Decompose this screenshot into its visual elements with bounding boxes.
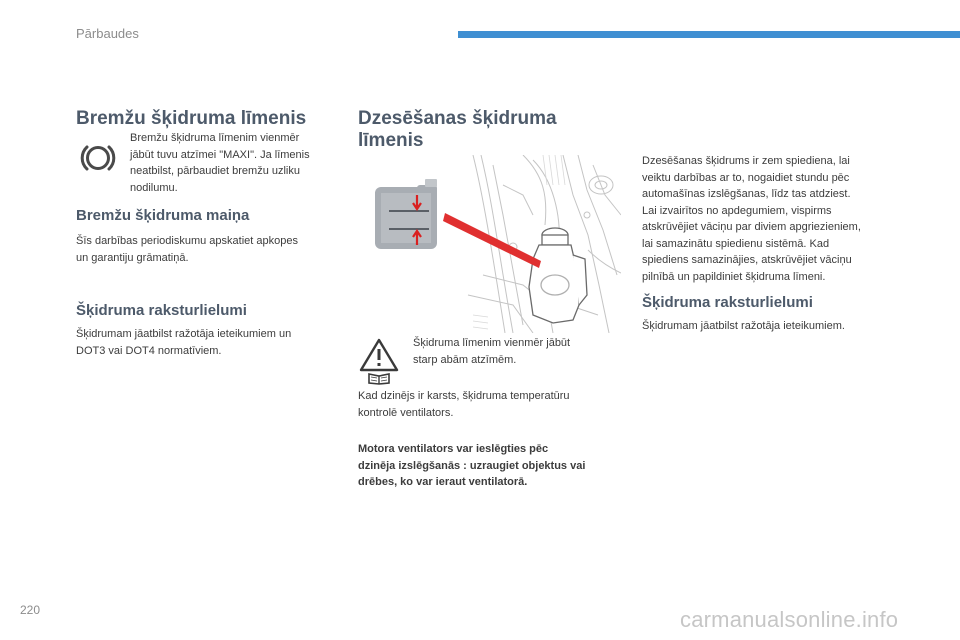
text-line: Lai izvairītos no apdegumiem, vispirms (642, 204, 832, 217)
coolant-pressure-text (642, 153, 861, 285)
text-line: dzinēja izslēgšanās : uzraugiet objektus vai (358, 459, 586, 472)
text-line: Dzesēšanas šķidrums ir zem spiediena, lai (642, 155, 850, 167)
coolant-level-heading (358, 108, 557, 152)
text-line: nodilumu. (130, 181, 178, 194)
text-line: neatbilst, pārbaudiet bremžu uzliku (130, 165, 300, 177)
brake-fluid-level-text (130, 130, 310, 196)
warning-manual-icon (358, 337, 400, 385)
coolant-note-text (413, 335, 570, 368)
text-line: pilnībā un papildiniet šķidruma līmeni. (642, 270, 826, 283)
section-title: Pārbaudes (76, 26, 139, 41)
brake-fluid-level-heading: Bremžu šķidruma līmenis (76, 108, 307, 129)
coolant-reservoir-illustration (373, 155, 621, 333)
page-number: 220 (20, 603, 41, 617)
coolant-fan-text (358, 388, 570, 421)
text-line: lai samazinātu spiedienu sistēmā. Kad (642, 237, 830, 250)
text-line: un garantiju grāmatiņā. (76, 251, 189, 264)
text-line: kontrolē ventilators. (358, 406, 454, 419)
text-line: Šķidrumam jāatbilst ražotāja ieteikumiem un (76, 328, 292, 340)
text-line: Šķidrumam jāatbilst ražotāja ieteikumiem. (642, 320, 845, 332)
fan-warning-text (358, 441, 585, 491)
text-line: DOT3 vai DOT4 normatīviem. (76, 344, 222, 357)
text-line: Kad dzinējs ir karsts, šķidruma temperatūru (358, 390, 570, 402)
brake-fluid-spec-heading: Šķidruma raksturlielumi (76, 302, 247, 319)
text-line: spiediens samazinājies, atskrūvējiet vāciņu (642, 254, 852, 266)
brake-fluid-change-text (76, 233, 298, 266)
text-line: veiktu darbības ar to, nogaidiet stundu pēc (642, 171, 850, 184)
brake-fluid-spec-text (76, 326, 291, 359)
brake-fluid-change-heading: Bremžu šķidruma maiņa (76, 207, 250, 224)
text-line: starp abām atzīmēm. (413, 353, 517, 366)
watermark: carmanualsonline.info (680, 607, 899, 632)
heading-line: līmenis (358, 130, 424, 151)
text-line: drēbes, ko var ieraut ventilatorā. (358, 476, 528, 488)
coolant-spec-heading: Šķidruma raksturlielumi (642, 294, 813, 311)
text-line: Šķidruma līmenim vienmēr jābūt (413, 337, 571, 349)
brake-warning-icon (78, 138, 118, 178)
header-accent-bar (458, 31, 960, 38)
text-line: jābūt tuvu atzīmei "MAXI". Ja līmenis (130, 148, 310, 161)
text-line: Bremžu šķidruma līmenim vienmēr (130, 132, 300, 144)
coolant-spec-text (642, 318, 845, 335)
text-line: atskrūvējiet vāciņu par diviem apgriezieniem, (642, 221, 861, 233)
text-line: Šīs darbības periodiskumu apskatiet apkopes (76, 235, 298, 247)
heading-line: Dzesēšanas šķidruma (358, 108, 557, 129)
text-line: automašīnas izslēgšanas, līdz tas atdziest. (642, 188, 851, 200)
text-line: Motora ventilators var ieslēgties pēc (358, 443, 549, 455)
